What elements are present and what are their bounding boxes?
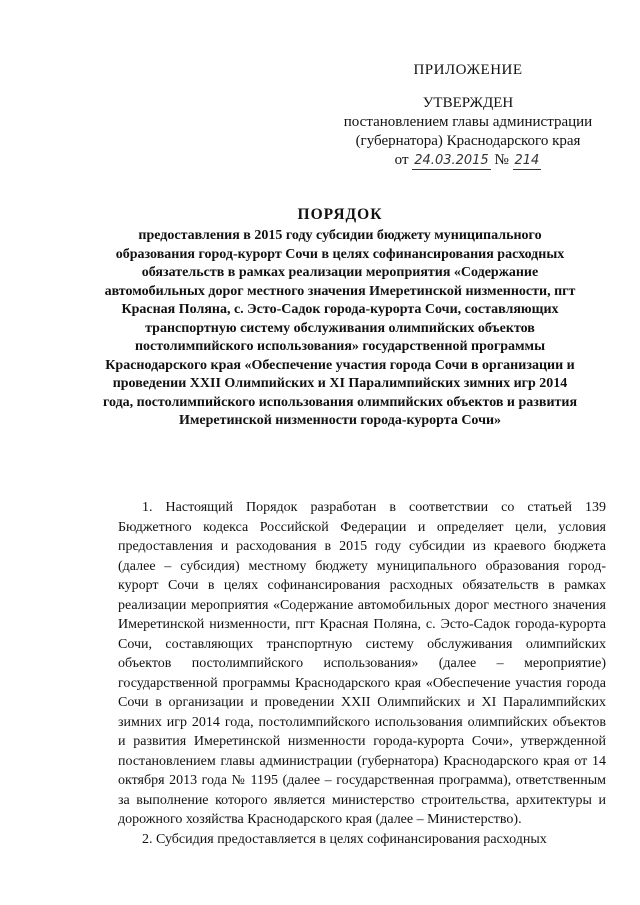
appendix-label: ПРИЛОЖЕНИЕ [413,62,523,78]
document-body [118,498,606,849]
number-sign: № [494,152,509,168]
handwritten-number: 214 [514,153,540,168]
date-prefix: от [394,152,409,168]
document-subtitle: предоставления в 2015 году субсидии бюджету муниципального образования город-курорт Сочи в целях софинансирования расходных обязательств в рамках реализации мероприятия «Содержание автомобильных дорог местного значения Имеретинской низменности, пгт Красная Поляна, с. Эсто-Садок города-курорта Сочи, составляющих транспортную систему обслуживания олимпийских объектов постолимпийского использования» государственной программы Краснодарского края «Обеспечение участия города Сочи в организации и проведении XXII Олимпийских и XI Паралимпийских зимних игр 2014 года, постолимпийского использования олимпийских объектов и развития Имеретинской низменности города-курорта Сочи» [102,228,578,428]
approval-line-2: (губернатора) Краснодарского края [355,133,581,149]
document-title-block [100,205,580,431]
approved-label: УТВЕРЖДЕН [422,95,514,111]
approval-line-1: постановлением главы администрации [343,114,593,130]
paragraph-2: 2. Субсидия предоставляется в целях софинансирования расходных [142,831,547,847]
handwritten-date: 24.03.2015 [414,153,489,168]
document-title: ПОРЯДОК [297,206,383,223]
approval-date-line [328,150,608,170]
paragraph-1: 1. Настоящий Порядок разработан в соответствии со статьей 139 Бюджетного кодекса Российской Федерации и определяет цели, условия предоставления и расходования в 2015 году субсидии из краевого бюджета (далее – субсидия) местному бюджету муниципального образования город-курорт Сочи в целях софинансирования расходных обязательств в рамках реализации мероприятия «Содержание автомобильных дорог местного значения Имеретинской низменности, пгт Красная Поляна, с. Эсто-Садок города-курорта Сочи, составляющих транспортную систему обслуживания олимпийских объектов постолимпийского использования» (далее – мероприятие) государственной программы Краснодарского края «Обеспечение участия города Сочи в организации и проведении XXII Олимпийских и XI Паралимпийских зимних игр 2014 года, постолимпийского использования олимпийских объектов и развития Имеретинской низменности города-курорта Сочи», утвержденной постановлением главы администрации (губернатора) Краснодарского края от 14 октября 2013 года № 1195 (далее – государственная программа), ответственным за выполнение которого является министерство строительства, архитектуры и дорожного хозяйства Краснодарского края (далее – Министерство). [118,500,606,827]
